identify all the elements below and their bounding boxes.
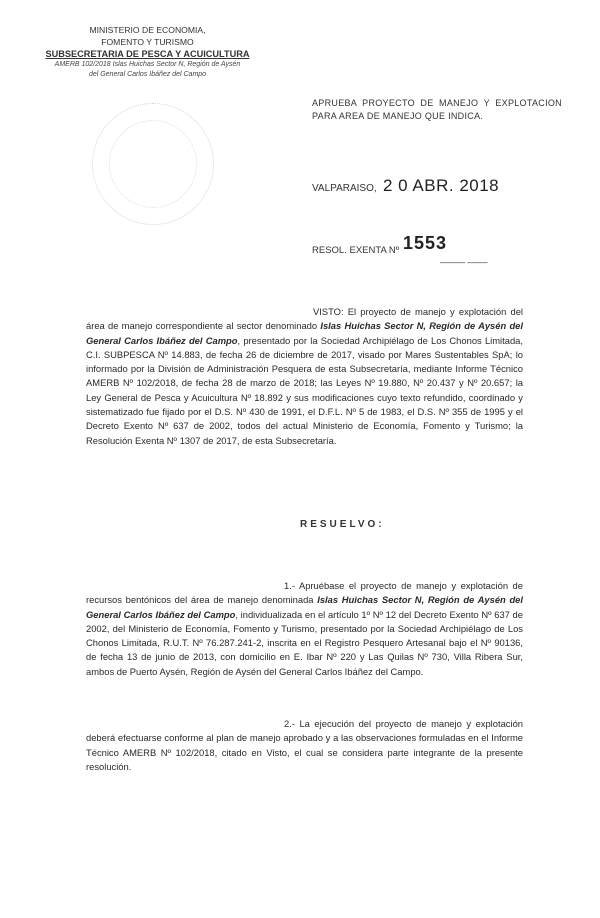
visto-text-2: , presentado por la Sociedad Archipiélago de Los Chonos Limitada, C.I. SUBPESCA Nº 14.883, de fecha 26 de diciembre de 2017, visado por Mares Sustentables SpA; lo informado por la División de Administración Pesquera de esta Subsecretaría, mediante Informe Técnico AMERB Nº 102/2018, de fecha 28 de marzo de 2018; las Leyes Nº 19.880, Nº 20.437 y Nº 20.657; la Ley General de Pesca y Acuicultura Nº 18.892 y sus modificaciones cuyo texto refundido, coordinado y sistematizado fue fijado por el D.S. Nº 430 de 1991, el D.F.L. Nº 5 de 1983, el D.S. Nº 355 de 1995 y el Decreto Exento Nº 637 de 2002, todos del actual Ministerio de Economía, Fomento y Turismo; la Resolución Exenta Nº 1307 de 2017, de esta Subsecretaría. (86, 334, 523, 446)
resolution-number: 1553 (403, 233, 448, 253)
region-line: del General Carlos Ibáñez del Campo (88, 70, 207, 78)
visto-area-name: Islas Huichas Sector N, Región de Aysén del General Carlos Ibáñez del Campo (86, 320, 523, 346)
letterhead (40, 24, 255, 79)
article-2-text: 2.- La ejecución del proyecto de manejo y explotación deberá efectuarse conforme al plan de manejo aprobado y a las observaciones formuladas en el Informe Técnico AMERB Nº 102/2018, citado en Visto, el cual se considera parte integrante de la presente resolución. (86, 718, 523, 772)
resolution-label: RESOL. EXENTA Nº (312, 245, 400, 256)
visto-text-1: VISTO: El proyecto de manejo y explotación del área de manejo correspondiente al sector denominado (86, 306, 523, 332)
article-1-text-1: 1.- Apruébase el proyecto de manejo y explotación de recursos bentónicos del área de manejo denominada (86, 580, 523, 606)
visto-paragraph (86, 305, 523, 448)
faint-stamp-seal (92, 103, 214, 225)
ministry-line-2: FOMENTO Y TURISMO (101, 37, 194, 47)
seal-inner-ring (109, 120, 197, 208)
subsecretaria-line: SUBSECRETARIA DE PESCA Y ACUICULTURA (45, 49, 250, 59)
article-1-paragraph (86, 579, 523, 679)
place-label: VALPARAISO, (312, 183, 377, 194)
article-1-text-2: , individualizada en el artículo 1º Nº 12 del Decreto Exento Nº 637 de 2002, del Ministerio de Economía, Fomento y Turismo, presentado por la Sociedad Archipiélago de Los Chonos Limitada, R.U.T. Nº 76.287.241-2, inscrita en el Registro Pesquero Artesanal bajo el Nº 90136, de fecha 13 de junio de 2013, con domicilio en E. Ibar Nº 220 y Las Quilas Nº 730, Villa Ribera Sur, ambos de Puerto Aysén, Región de Aysén del General Carlos Ibáñez del Campo. (86, 608, 523, 677)
stamped-date: 2 0 ABR. 2018 (383, 176, 500, 195)
article-1-area-name: Islas Huichas Sector N, Región de Aysén del General Carlos Ibáñez del Campo (86, 594, 523, 620)
ministry-line-1: MINISTERIO DE ECONOMIA, (89, 25, 206, 35)
article-2-paragraph (86, 717, 523, 774)
resuelvo-heading: RESUELVO: (300, 519, 385, 530)
amerb-reference-line: AMERB 102/2018 Islas Huichas Sector N, Región de Aysén (54, 61, 241, 68)
resolution-summary: APRUEBA PROYECTO DE MANEJO Y EXPLOTACION PARA AREA DE MANEJO QUE INDICA. (312, 98, 562, 121)
resolution-dashes: _____ ____ (440, 253, 488, 263)
page-bottom-margin (0, 888, 600, 918)
